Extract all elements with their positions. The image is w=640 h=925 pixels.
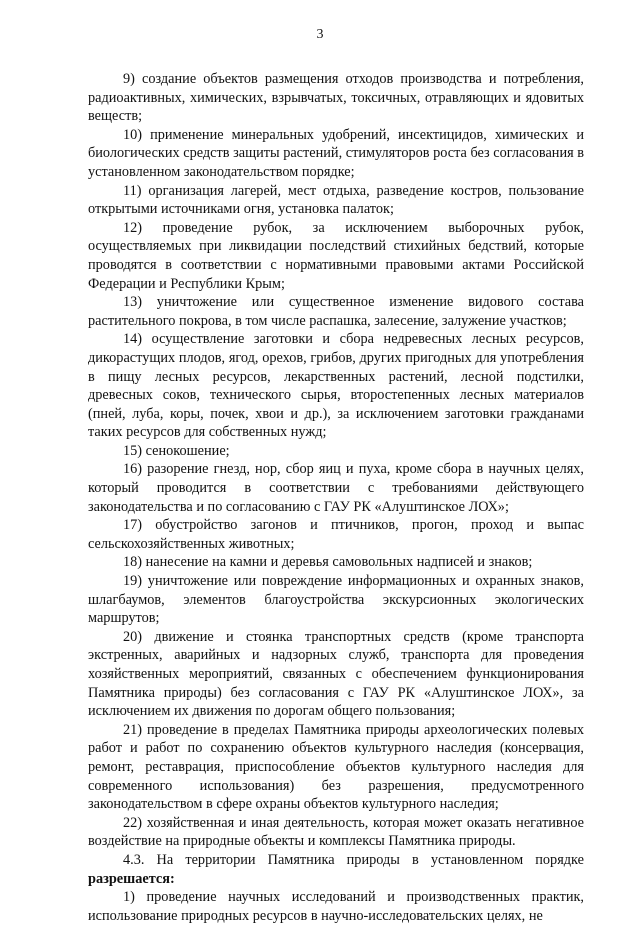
page-number: 3 bbox=[316, 27, 324, 42]
list-item-21: 21) проведение в пределах Памятника природы археологических полевых работ и работ по сохранению объектов культурного наследия (консервация, ремонт, реставрация, приспособление объектов культурного наследия для современного использования) без разрешения, предусмотренного законодательством в сфере охраны объектов культурного наследия; bbox=[88, 721, 584, 813]
document-body bbox=[88, 70, 584, 925]
list-item-15: 15) сенокошение; bbox=[123, 442, 230, 459]
section-4-3 bbox=[88, 851, 584, 888]
permitted-item-1: 1) проведение научных исследований и производственных практик, использование природных ресурсов в научно-исследовательских целях, не bbox=[88, 889, 584, 924]
list-item-10: 10) применение минеральных удобрений, инсектицидов, химических и биологических средств защиты растений, стимуляторов роста без согласования в установленном законодательством порядке; bbox=[88, 126, 584, 180]
section-4-3-text: 4.3. На территории Памятника природы в установленном порядке bbox=[123, 851, 584, 868]
list-item-14: 14) осуществление заготовки и сбора недревесных лесных ресурсов, дикорастущих плодов, ягод, орехов, грибов, других пригодных для употребления в пищу лесных ресурсов, лекарственных растений, лесной подстилки, древесных соков, технического сырья, второстепенных лесных материалов (пней, луба, коры, почек, хвои и др.), за исключением заготовки гражданами таких ресурсов для собственных нужд; bbox=[88, 331, 584, 441]
list-item-16: 16) разорение гнезд, нор, сбор яиц и пуха, кроме сбора в научных целях, который проводится в соответствии с требованиями действующего законодательства и по согласованию с ГАУ РК «Алуштинское ЛОХ»; bbox=[88, 461, 584, 515]
list-item-22: 22) хозяйственная и иная деятельность, которая может оказать негативное воздействие на природные объекты и комплексы Памятника природы. bbox=[88, 814, 584, 850]
list-item-12: 12) проведение рубок, за исключением выборочных рубок, осуществляемых при ликвидации последствий стихийных бедствий, которые проводятся в соответствии с нормативными правовыми актами Российской Федерации и Республики Крым; bbox=[88, 219, 584, 292]
list-item-17: 17) обустройство загонов и птичников, прогон, проход и выпас сельскохозяйственных животных; bbox=[88, 517, 584, 552]
list-item-13: 13) уничтожение или существенное изменение видового состава растительного покрова, в том числе распашка, залесение, залужение участков; bbox=[88, 294, 584, 329]
list-item-19: 19) уничтожение или повреждение информационных и охранных знаков, шлагбаумов, элементов благоустройства экскурсионных экологических маршрутов; bbox=[88, 573, 584, 627]
list-item-11: 11) организация лагерей, мест отдыха, разведение костров, пользование открытыми источниками огня, установка палаток; bbox=[88, 182, 584, 218]
list-item-18: 18) нанесение на камни и деревья самовольных надписей и знаков; bbox=[123, 554, 533, 571]
list-item-9: 9) создание объектов размещения отходов производства и потребления, радиоактивных, химических, взрывчатых, токсичных, отравляющих и ядовитых веществ; bbox=[88, 71, 584, 125]
list-item-20: 20) движение и стоянка транспортных средств (кроме транспорта экстренных, аварийных и надзорных служб, транспорта для проведения хозяйственных мероприятий, связанных с обеспечением функционирования Памятника природы) без согласования с ГАУ РК «Алуштинское ЛОХ», за исключением их движения по дорогам общего пользования; bbox=[88, 628, 584, 720]
section-4-3-bold: разрешается: bbox=[88, 870, 175, 887]
